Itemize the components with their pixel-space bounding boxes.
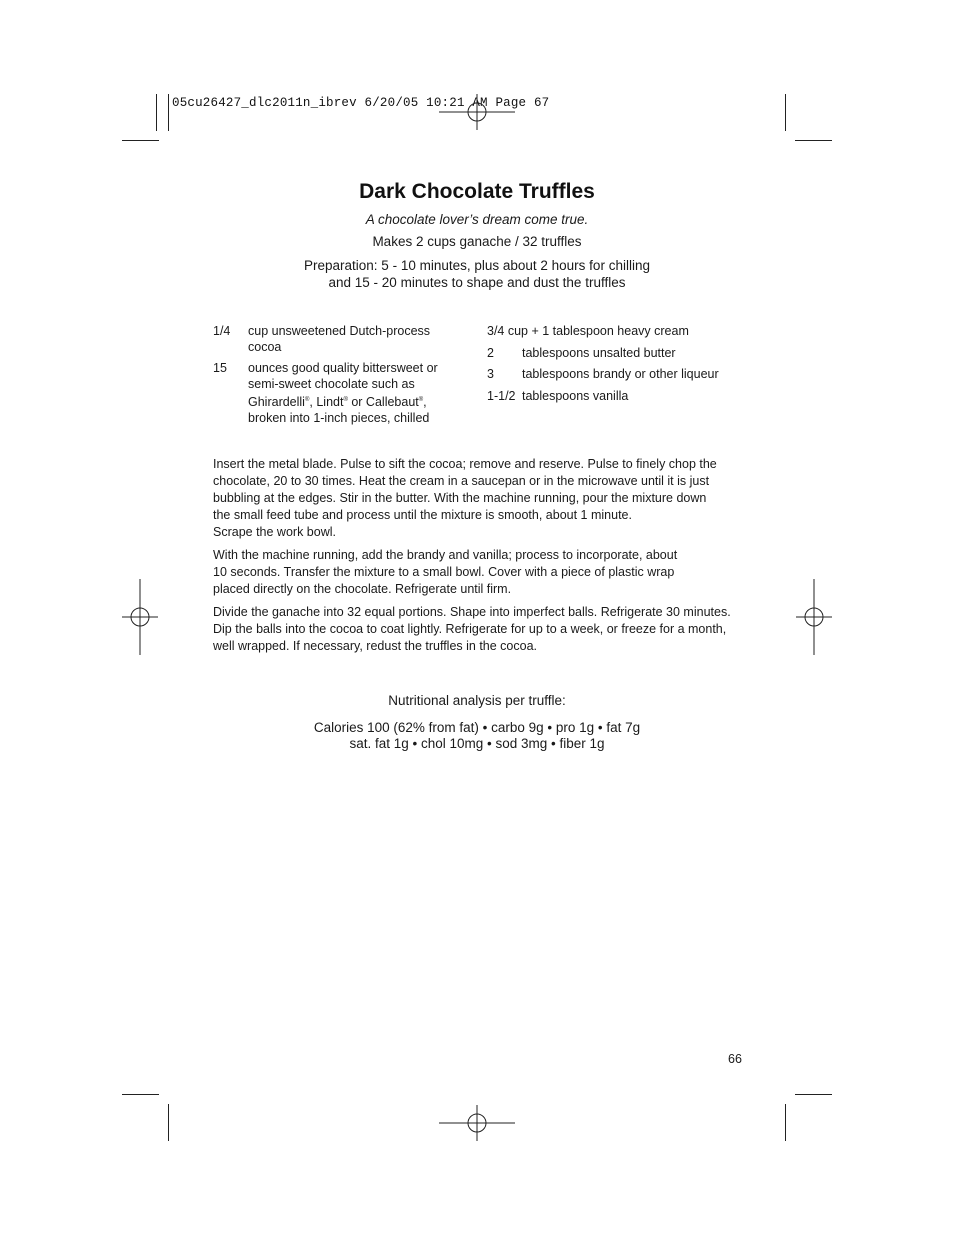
method-line: bubbling at the edges. Stir in the butter. With the machine running, pour the mixture down bbox=[213, 491, 707, 505]
method-paragraph bbox=[213, 456, 753, 541]
printer-slug: 05cu26427_dlc2011n_ibrev 6/20/05 10:21 AM Page 67 bbox=[172, 96, 550, 110]
recipe-title: Dark Chocolate Truffles bbox=[359, 180, 595, 203]
ingredient-text: tablespoons unsalted butter bbox=[522, 345, 676, 360]
crop-mark bbox=[168, 94, 169, 131]
method-paragraph bbox=[213, 547, 753, 598]
ingredient-text-part: , broken into 1-inch pieces, chilled bbox=[248, 395, 430, 426]
registration-mark-icon bbox=[796, 579, 832, 655]
ingredient-quantity: 2 bbox=[487, 345, 494, 360]
ingredient-text-part: or Callebaut bbox=[347, 395, 419, 410]
crop-mark bbox=[156, 94, 157, 131]
ingredients-right-column bbox=[487, 323, 747, 409]
method-line: well wrapped. If necessary, redust the truffles in the cocoa. bbox=[213, 639, 538, 653]
nutrition-line: Calories 100 (62% from fat) • carbo 9g • pro 1g • fat 7g bbox=[313, 720, 641, 735]
page-number: 66 bbox=[728, 1052, 742, 1066]
ingredient-quantity: 1/4 bbox=[213, 324, 231, 338]
registration-mark-icon bbox=[122, 579, 158, 655]
crop-mark bbox=[122, 1094, 159, 1095]
preparation-time bbox=[0, 257, 954, 291]
method-line: 10 seconds. Transfer the mixture to a small bowl. Cover with a piece of plastic wrap bbox=[213, 565, 675, 579]
registered-mark: ® bbox=[418, 397, 424, 403]
method-line: With the machine running, add the brandy and vanilla; process to incorporate, about bbox=[213, 548, 678, 562]
method-line: the small feed tube and process until the mixture is smooth, about 1 minute. bbox=[213, 508, 632, 522]
crop-mark bbox=[785, 94, 786, 131]
ingredient-text-part: , Lindt bbox=[309, 395, 344, 410]
ingredient-quantity: 3 bbox=[487, 367, 494, 381]
method-line: Insert the metal blade. Pulse to sift the cocoa; remove and reserve. Pulse to finely chop the bbox=[213, 457, 717, 471]
method-line: placed directly on the chocolate. Refrigerate until firm. bbox=[213, 582, 512, 596]
method-line: Divide the ganache into 32 equal portions. Shape into imperfect balls. Refrigerate 30 minutes. bbox=[213, 605, 731, 619]
crop-mark bbox=[795, 140, 832, 141]
nutrition-heading: Nutritional analysis per truffle: bbox=[388, 693, 566, 708]
crop-mark bbox=[122, 140, 159, 141]
registration-mark-icon bbox=[439, 94, 515, 130]
ingredient-text: 3/4 cup + 1 tablespoon heavy cream bbox=[487, 324, 689, 338]
ingredient-text bbox=[248, 360, 453, 426]
ingredient-text: tablespoons brandy or other liqueur bbox=[522, 367, 719, 381]
ingredients-left-column bbox=[213, 323, 453, 431]
preparation-line: and 15 - 20 minutes to shape and dust the truffles bbox=[328, 275, 626, 290]
method-paragraph bbox=[213, 604, 753, 655]
crop-mark bbox=[795, 1094, 832, 1095]
ingredient-row bbox=[213, 360, 453, 426]
ingredient-quantity: 15 bbox=[213, 361, 227, 375]
registered-mark: ® bbox=[343, 397, 348, 403]
registration-mark-icon bbox=[439, 1105, 515, 1141]
ingredient-text-part: ounces good quality bittersweet or semi-sweet chocolate such as Ghirardelli bbox=[248, 361, 438, 410]
ingredient-text: cup unsweetened Dutch-process cocoa bbox=[248, 324, 431, 354]
registered-mark: ® bbox=[304, 397, 310, 403]
ingredient-row bbox=[487, 366, 747, 382]
ingredient-quantity: 1-1/2 bbox=[487, 388, 516, 403]
method-line: Scrape the work bowl. bbox=[213, 525, 336, 539]
crop-mark bbox=[785, 1104, 786, 1141]
ingredient-row bbox=[487, 345, 747, 361]
preparation-line: Preparation: 5 - 10 minutes, plus about 2 hours for chilling bbox=[304, 258, 650, 273]
nutrition-line: sat. fat 1g • chol 10mg • sod 3mg • fiber 1g bbox=[349, 736, 605, 751]
ingredient-row bbox=[213, 323, 453, 355]
ingredient-row bbox=[487, 323, 747, 339]
crop-mark bbox=[168, 1104, 169, 1141]
nutrition-facts bbox=[0, 720, 954, 752]
ingredient-text: tablespoons vanilla bbox=[522, 388, 629, 403]
recipe-yield: Makes 2 cups ganache / 32 truffles bbox=[372, 234, 582, 249]
method-line: chocolate, 20 to 30 times. Heat the cream in a saucepan or in the microwave until it is just bbox=[213, 474, 710, 488]
recipe-tagline: A chocolate lover’s dream come true. bbox=[365, 212, 589, 227]
method-line: Dip the balls into the cocoa to coat lightly. Refrigerate for up to a week, or freeze for a month, bbox=[213, 622, 727, 636]
ingredient-row bbox=[487, 388, 747, 404]
